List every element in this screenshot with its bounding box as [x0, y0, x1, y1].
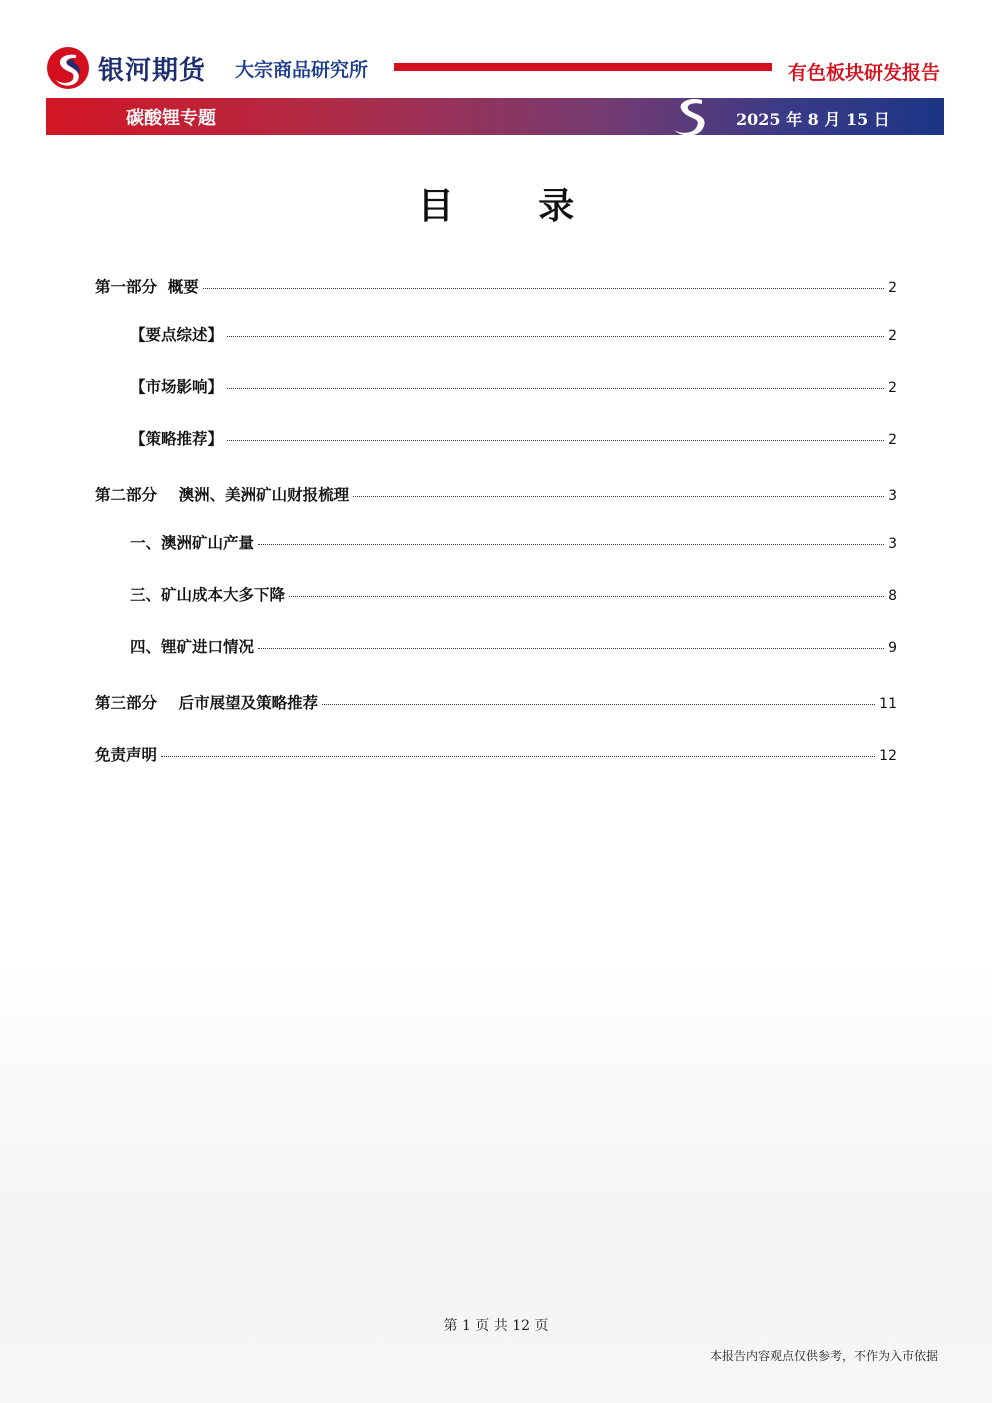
toc-entry-page: 3	[888, 536, 897, 552]
toc-entry-label: 【要点综述】	[130, 326, 224, 344]
header-red-rule	[394, 63, 772, 71]
toc-entry[interactable]	[95, 275, 897, 299]
report-type: 有色板块研发报告	[788, 62, 941, 84]
toc-entry-label: 【策略推荐】	[130, 430, 224, 448]
institute-name: 大宗商品研究所	[235, 59, 369, 81]
toc-leader-dots	[161, 755, 875, 757]
toc-leader-dots	[289, 595, 884, 597]
toc-leader-dots	[227, 439, 884, 441]
page-background-fade	[0, 960, 992, 1403]
toc-entry-page: 11	[879, 696, 897, 712]
toc-leader-dots	[258, 543, 884, 545]
toc-leader-dots	[258, 647, 884, 649]
header-banner	[46, 98, 944, 135]
report-date: 2025 年 8 月 15 日	[736, 110, 890, 129]
toc-entry-label: 免责声明	[95, 746, 158, 764]
toc-entry[interactable]	[130, 583, 897, 607]
toc-entry-label: 【市场影响】	[130, 378, 224, 396]
toc-entry[interactable]	[95, 743, 897, 767]
toc-entry-page: 2	[888, 280, 897, 296]
toc-entry-page: 8	[888, 588, 897, 604]
toc-leader-dots	[322, 703, 875, 705]
company-logo	[46, 46, 206, 90]
toc-entry[interactable]	[130, 375, 897, 399]
toc-leader-dots	[203, 287, 884, 289]
toc-entry-label: 一、澳洲矿山产量	[130, 534, 255, 552]
toc-entry-label: 四、锂矿进口情况	[130, 638, 255, 656]
toc-entry-page: 9	[888, 640, 897, 656]
toc-entry-label: 第一部分 概要	[95, 278, 199, 296]
toc-entry[interactable]	[130, 635, 897, 659]
toc-leader-dots	[227, 387, 884, 389]
galaxy-logo-icon	[46, 46, 90, 90]
banner-topic: 碳酸锂专题	[126, 108, 216, 129]
toc-entry-page: 2	[888, 432, 897, 448]
toc-entry-label: 三、矿山成本大多下降	[130, 586, 286, 604]
toc-entry[interactable]	[130, 531, 897, 555]
page-indicator: 第 1 页 共 12 页	[443, 1318, 549, 1334]
toc-entry-page: 12	[879, 748, 897, 764]
swoosh-logo-icon	[668, 94, 712, 138]
toc-leader-dots	[353, 495, 884, 497]
logo-text: 银河期货	[98, 55, 207, 86]
toc-entry-page: 2	[888, 328, 897, 344]
footer-disclaimer: 本报告内容观点仅供参考，不作为入市依据	[709, 1349, 938, 1363]
toc-entry-label: 第二部分 澳洲、美洲矿山财报梳理	[95, 486, 350, 504]
toc-title: 目 录	[417, 186, 611, 227]
toc-entry[interactable]	[95, 483, 897, 507]
toc-entry-page: 3	[888, 488, 897, 504]
toc-entry[interactable]	[95, 691, 897, 715]
toc-entry-page: 2	[888, 380, 897, 396]
toc-entry[interactable]	[130, 427, 897, 451]
toc-entry[interactable]	[130, 323, 897, 347]
toc-entry-label: 第三部分 后市展望及策略推荐	[95, 694, 319, 712]
toc-leader-dots	[227, 335, 884, 337]
